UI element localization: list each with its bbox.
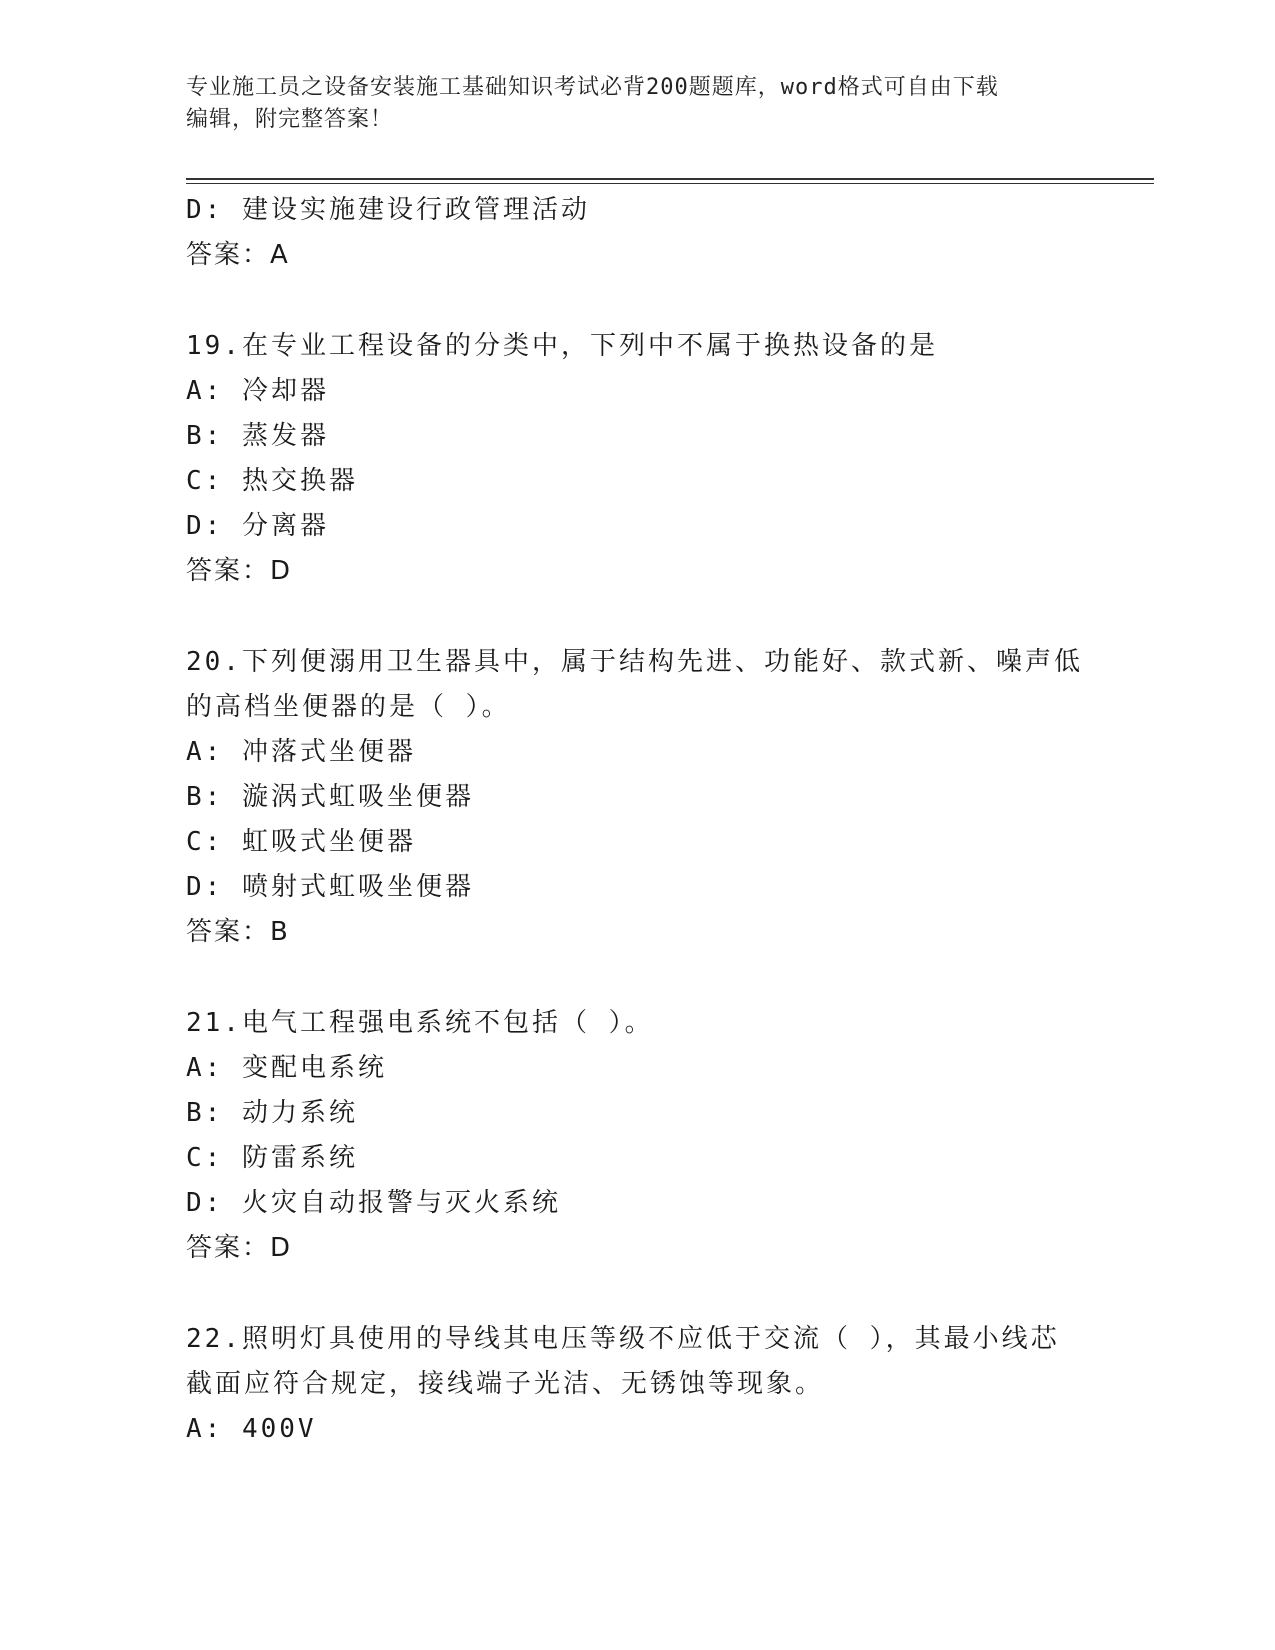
header-line-2: 编辑，附完整答案！ <box>186 107 394 132</box>
option-c: C: 防雷系统 <box>186 1143 358 1173</box>
answer-line: 答案：B <box>186 917 290 947</box>
option-c: C: 热交换器 <box>186 466 358 496</box>
question-stem: 21.电气工程强电系统不包括（ ）。 <box>186 1008 654 1038</box>
option-d: D: 分离器 <box>186 511 329 541</box>
option-a: A: 冲落式坐便器 <box>186 737 416 767</box>
answer-line: 答案：D <box>186 556 293 586</box>
option-b: B: 漩涡式虹吸坐便器 <box>186 782 474 812</box>
header-line-1: 专业施工员之设备安装施工基础知识考试必背200题题库，word格式可自由下载 <box>186 75 999 100</box>
option-b: B: 蒸发器 <box>186 421 329 451</box>
option-a: A: 400V <box>186 1414 317 1444</box>
option-d: D: 喷射式虹吸坐便器 <box>186 872 474 902</box>
option-d: D: 建设实施建设行政管理活动 <box>186 195 590 225</box>
option-c: C: 虹吸式坐便器 <box>186 827 416 857</box>
question-stem-line-2: 截面应符合规定，接线端子光洁、无锈蚀等现象。 <box>186 1369 825 1399</box>
header-divider-bottom <box>186 183 1154 184</box>
answer-line: 答案：D <box>186 1233 293 1263</box>
question-stem-line-1: 20.下列便溺用卫生器具中，属于结构先进、功能好、款式新、噪声低 <box>186 647 1083 677</box>
document-header <box>186 72 1066 136</box>
question-20 <box>186 640 1086 955</box>
previous-question-tail <box>186 188 1086 278</box>
option-b: B: 动力系统 <box>186 1098 358 1128</box>
option-a: A: 冷却器 <box>186 376 329 406</box>
header-divider-top <box>186 178 1154 180</box>
answer-line: 答案：A <box>186 240 290 270</box>
question-19 <box>186 324 1086 594</box>
question-21 <box>186 1001 1086 1271</box>
question-stem-line-2: 的高档坐便器的是（ ）。 <box>186 692 511 722</box>
question-stem-line-1: 22.照明灯具使用的导线其电压等级不应低于交流（ ），其最小线芯 <box>186 1324 1060 1354</box>
question-22 <box>186 1317 1086 1452</box>
option-a: A: 变配电系统 <box>186 1053 387 1083</box>
question-stem: 19.在专业工程设备的分类中，下列中不属于换热设备的是 <box>186 331 938 361</box>
question-list <box>186 188 1086 1452</box>
option-d: D: 火灾自动报警与灭火系统 <box>186 1188 561 1218</box>
